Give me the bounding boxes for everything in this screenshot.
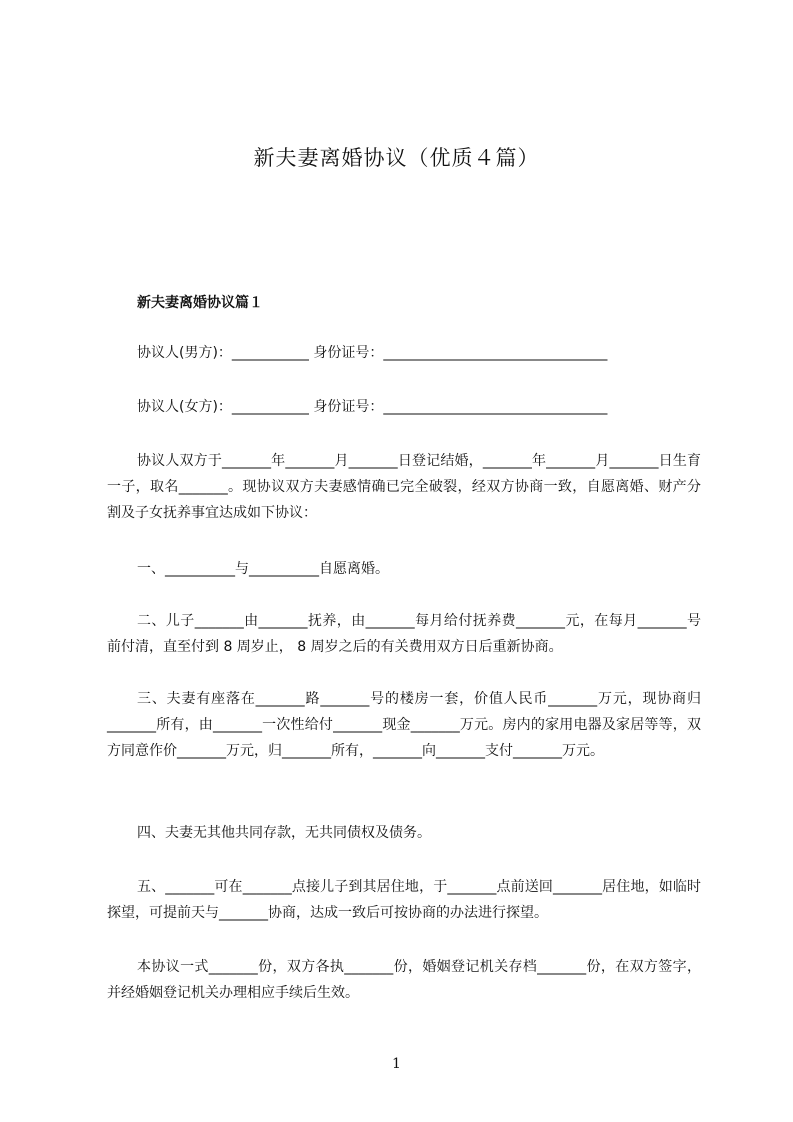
clause-1: 一、__________与__________自愿离婚。 [137,561,389,577]
page-number: 1 [392,1056,401,1072]
paragraph-marriage: 协议人双方于_______年_______月_______日登记结婚，_______年_______月_______日生育一子，取名_______。现协议双方夫妻感情确已完全破裂，经双方协商一致，自愿离婚、财产分割及子女抚养事宜达成如下协议： [107,453,701,521]
section-heading: 新夫妻离婚协议篇１ [137,295,263,311]
clause-2: 二、儿子_______由_______抚养，由_______每月给付抚养费_______元，在每月_______号前付清，直至付到 8 周岁止， 8 周岁之后的有关费用双方日后重新协商。 [107,613,701,655]
party-female-line: 协议人(女方)：___________ 身份证号：________________________________ [137,399,608,415]
clause-4: 四、夫妻无其他共同存款，无共同债权及债务。 [137,825,431,841]
clause-5: 五、_______可在_______点接儿子到其居住地，于_______点前送回_______居住地，如临时探望，可提前天与_______协商，达成一致后可按协商的办法进行探望。 [107,879,701,921]
document-title: 新夫妻离婚协议（优质４篇） [253,146,540,170]
party-male-line: 协议人(男方)：___________ 身份证号：________________________________ [137,345,608,361]
clause-3: 三、夫妻有座落在_______路_______号的楼房一套，价值人民币_______万元，现协商归_______所有，由_______一次性给付_______现金_______万元。房内的家用电器及家居等等，双方同意作价_______万元，归_______所有，_______向_______支付_______万元。 [107,691,701,759]
clause-final: 本协议一式_______份，双方各执_______份，婚姻登记机关存档_______份，在双方签字，并经婚姻登记机关办理相应手续后生效。 [107,959,701,1001]
